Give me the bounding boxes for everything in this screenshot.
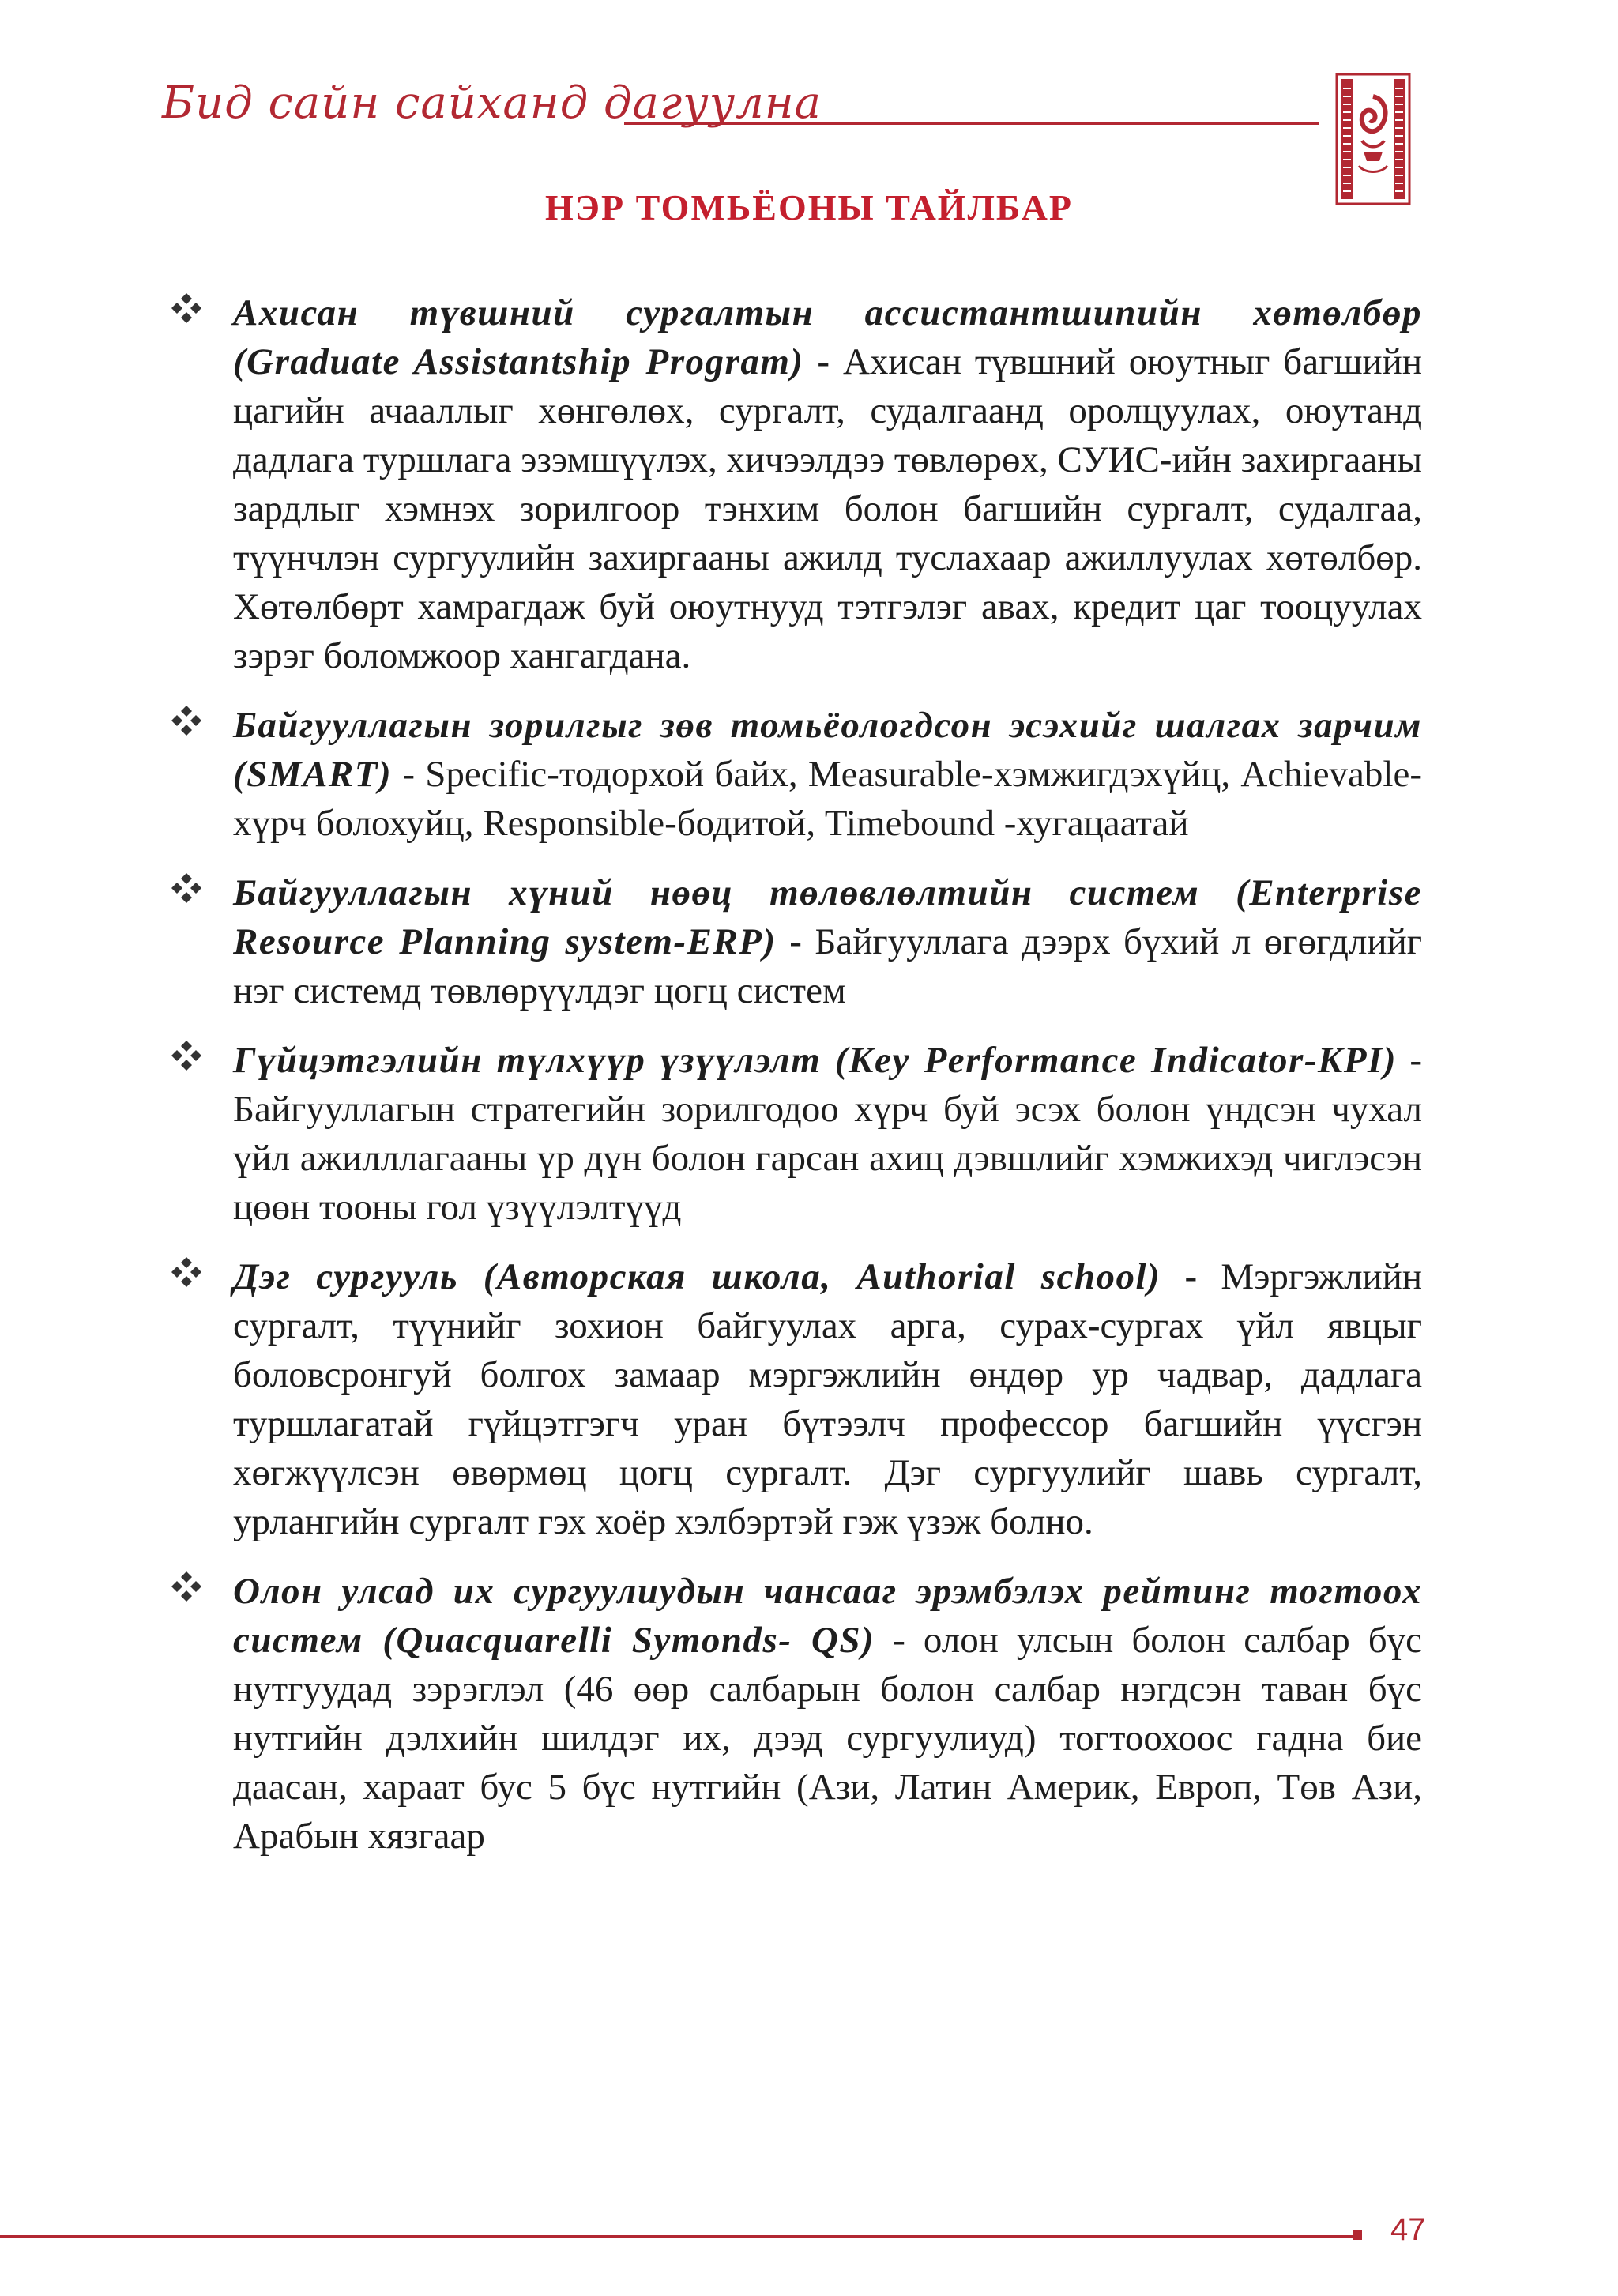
glossary-definition: - Мэргэжлийн сургалт, түүнийг зохион байгуулах арга, сурах-сургах үйл явцыг боловсронгуй болгох замаар мэргэжлийн өндөр ур чадвар, дадлага туршлагатай гүйцэтгэгч уран бүтээлч профессор багшийн үүсгэн хөгжүүлсэн өвөрмөц цогц сургалт. Дэг сургуулийг шавь сургалт, урлангийн сургалт гэх хоёр хэлбэртэй гэж үзэж болно. (233, 1256, 1422, 1542)
glossary-entry (170, 701, 1422, 848)
glossary-entry (170, 288, 1422, 680)
glossary-term: Олон улсад их сургуулиудын чансааг эрэмбэлэх рейтинг тогтоох систем (Quacquarelli Symonds- QS) (233, 1571, 1422, 1661)
glossary-term: Байгууллагын зорилгыг зөв томьёологдсон эсэхийг шалгах зарчим (SMART) (233, 705, 1422, 795)
glossary-term: Байгууллагын хүний нөөц төлөвлөлтийн систем (Enterprise Resource Planning system-ERP) (233, 872, 1422, 962)
four-diamond-bullet-icon (170, 1255, 203, 1289)
footer-rule-end-marker (1353, 2230, 1362, 2240)
glossary-entry (170, 1252, 1422, 1546)
glossary-entry (170, 1567, 1422, 1861)
four-diamond-bullet-icon (170, 1570, 203, 1603)
footer-rule (0, 2235, 1353, 2238)
glossary-term: Дэг сургууль (Авторская школа, Authorial school) (233, 1256, 1161, 1297)
glossary-entry-text (233, 1252, 1422, 1546)
glossary-entry-text (233, 868, 1422, 1015)
glossary-entry-text (233, 1567, 1422, 1861)
glossary-entry (170, 868, 1422, 1015)
glossary-definition: - олон улсын болон салбар бүс нутгуудад зэрэглэл (46 өөр салбарын болон салбар нэгдсэн таван бүс нутгийн дэлхийн шилдэг их, дээд сургуулиуд) тогтоохоос гадна бие даасан, хараат бус 5 бүс нутгийн (Ази, Латин Америк, Европ, Төв Ази, Арабын хязгаар (233, 1620, 1422, 1857)
glossary-entry-text (233, 288, 1422, 680)
glossary-term: Гүйцэтгэлийн түлхүүр үзүүлэлт (Key Performance Indicator-KPI) (233, 1040, 1397, 1081)
header-motto: Бид сайн сайханд дагуулна (162, 77, 822, 129)
four-diamond-bullet-icon (170, 871, 203, 905)
four-diamond-bullet-icon (170, 1039, 203, 1072)
page-header (0, 0, 1618, 190)
page-title: НЭР ТОМЬЁОНЫ ТАЙЛБАР (545, 187, 1073, 228)
four-diamond-bullet-icon (170, 704, 203, 737)
glossary-list (170, 288, 1422, 1881)
glossary-entry (170, 1036, 1422, 1232)
university-emblem-icon (1335, 73, 1411, 205)
glossary-definition: - Ахисан түвшний оюутныг багшийн цагийн ачааллыг хөнгөлөх, сургалт, судалгаанд оролцуулах, оюутанд дадлага туршлага эзэмшүүлэх, хичээлдээ төвлөрөх, СУИС-ийн захиргааны зардлыг хэмнэх зорилгоор тэнхим болон багшийн сургалт, судалгаа, түүнчлэн сургуулийн захиргааны ажилд туслахаар ажиллуулах хөтөлбөр. Хөтөлбөрт хамрагдаж буй оюутнууд тэтгэлэг авах, кредит цаг тооцуулах зэрэг боломжоор хангагдана. (233, 341, 1422, 676)
glossary-entry-text (233, 701, 1422, 848)
glossary-definition: - Байгууллагын стратегийн зорилгодоо хүрч буй эсэх болон үндсэн чухал үйл ажилллагааны үр дүн болон гарсан ахиц дэвшлийг хэмжихэд чиглэсэн цөөн тооны гол үзүүлэлтүүд (233, 1040, 1423, 1228)
four-diamond-bullet-icon (170, 292, 203, 325)
glossary-entry-text (233, 1036, 1422, 1232)
header-rule (624, 122, 1319, 125)
glossary-definition: - Байгууллага дээрх бүхий л өгөгдлийг нэг системд төвлөрүүлдэг цогц систем (233, 921, 1422, 1011)
glossary-definition: - Specific-тодорхой байх, Measurable-хэмжигдэхүйц, Achievable-хүрч болохуйц, Responsible-бодитой, Timebound -хугацаатай (233, 754, 1422, 844)
page-number: 47 (1390, 2212, 1426, 2247)
glossary-term: Ахисан түвшний сургалтын ассистантшипийн хөтөлбөр (Graduate Assistantship Program) (233, 292, 1422, 382)
